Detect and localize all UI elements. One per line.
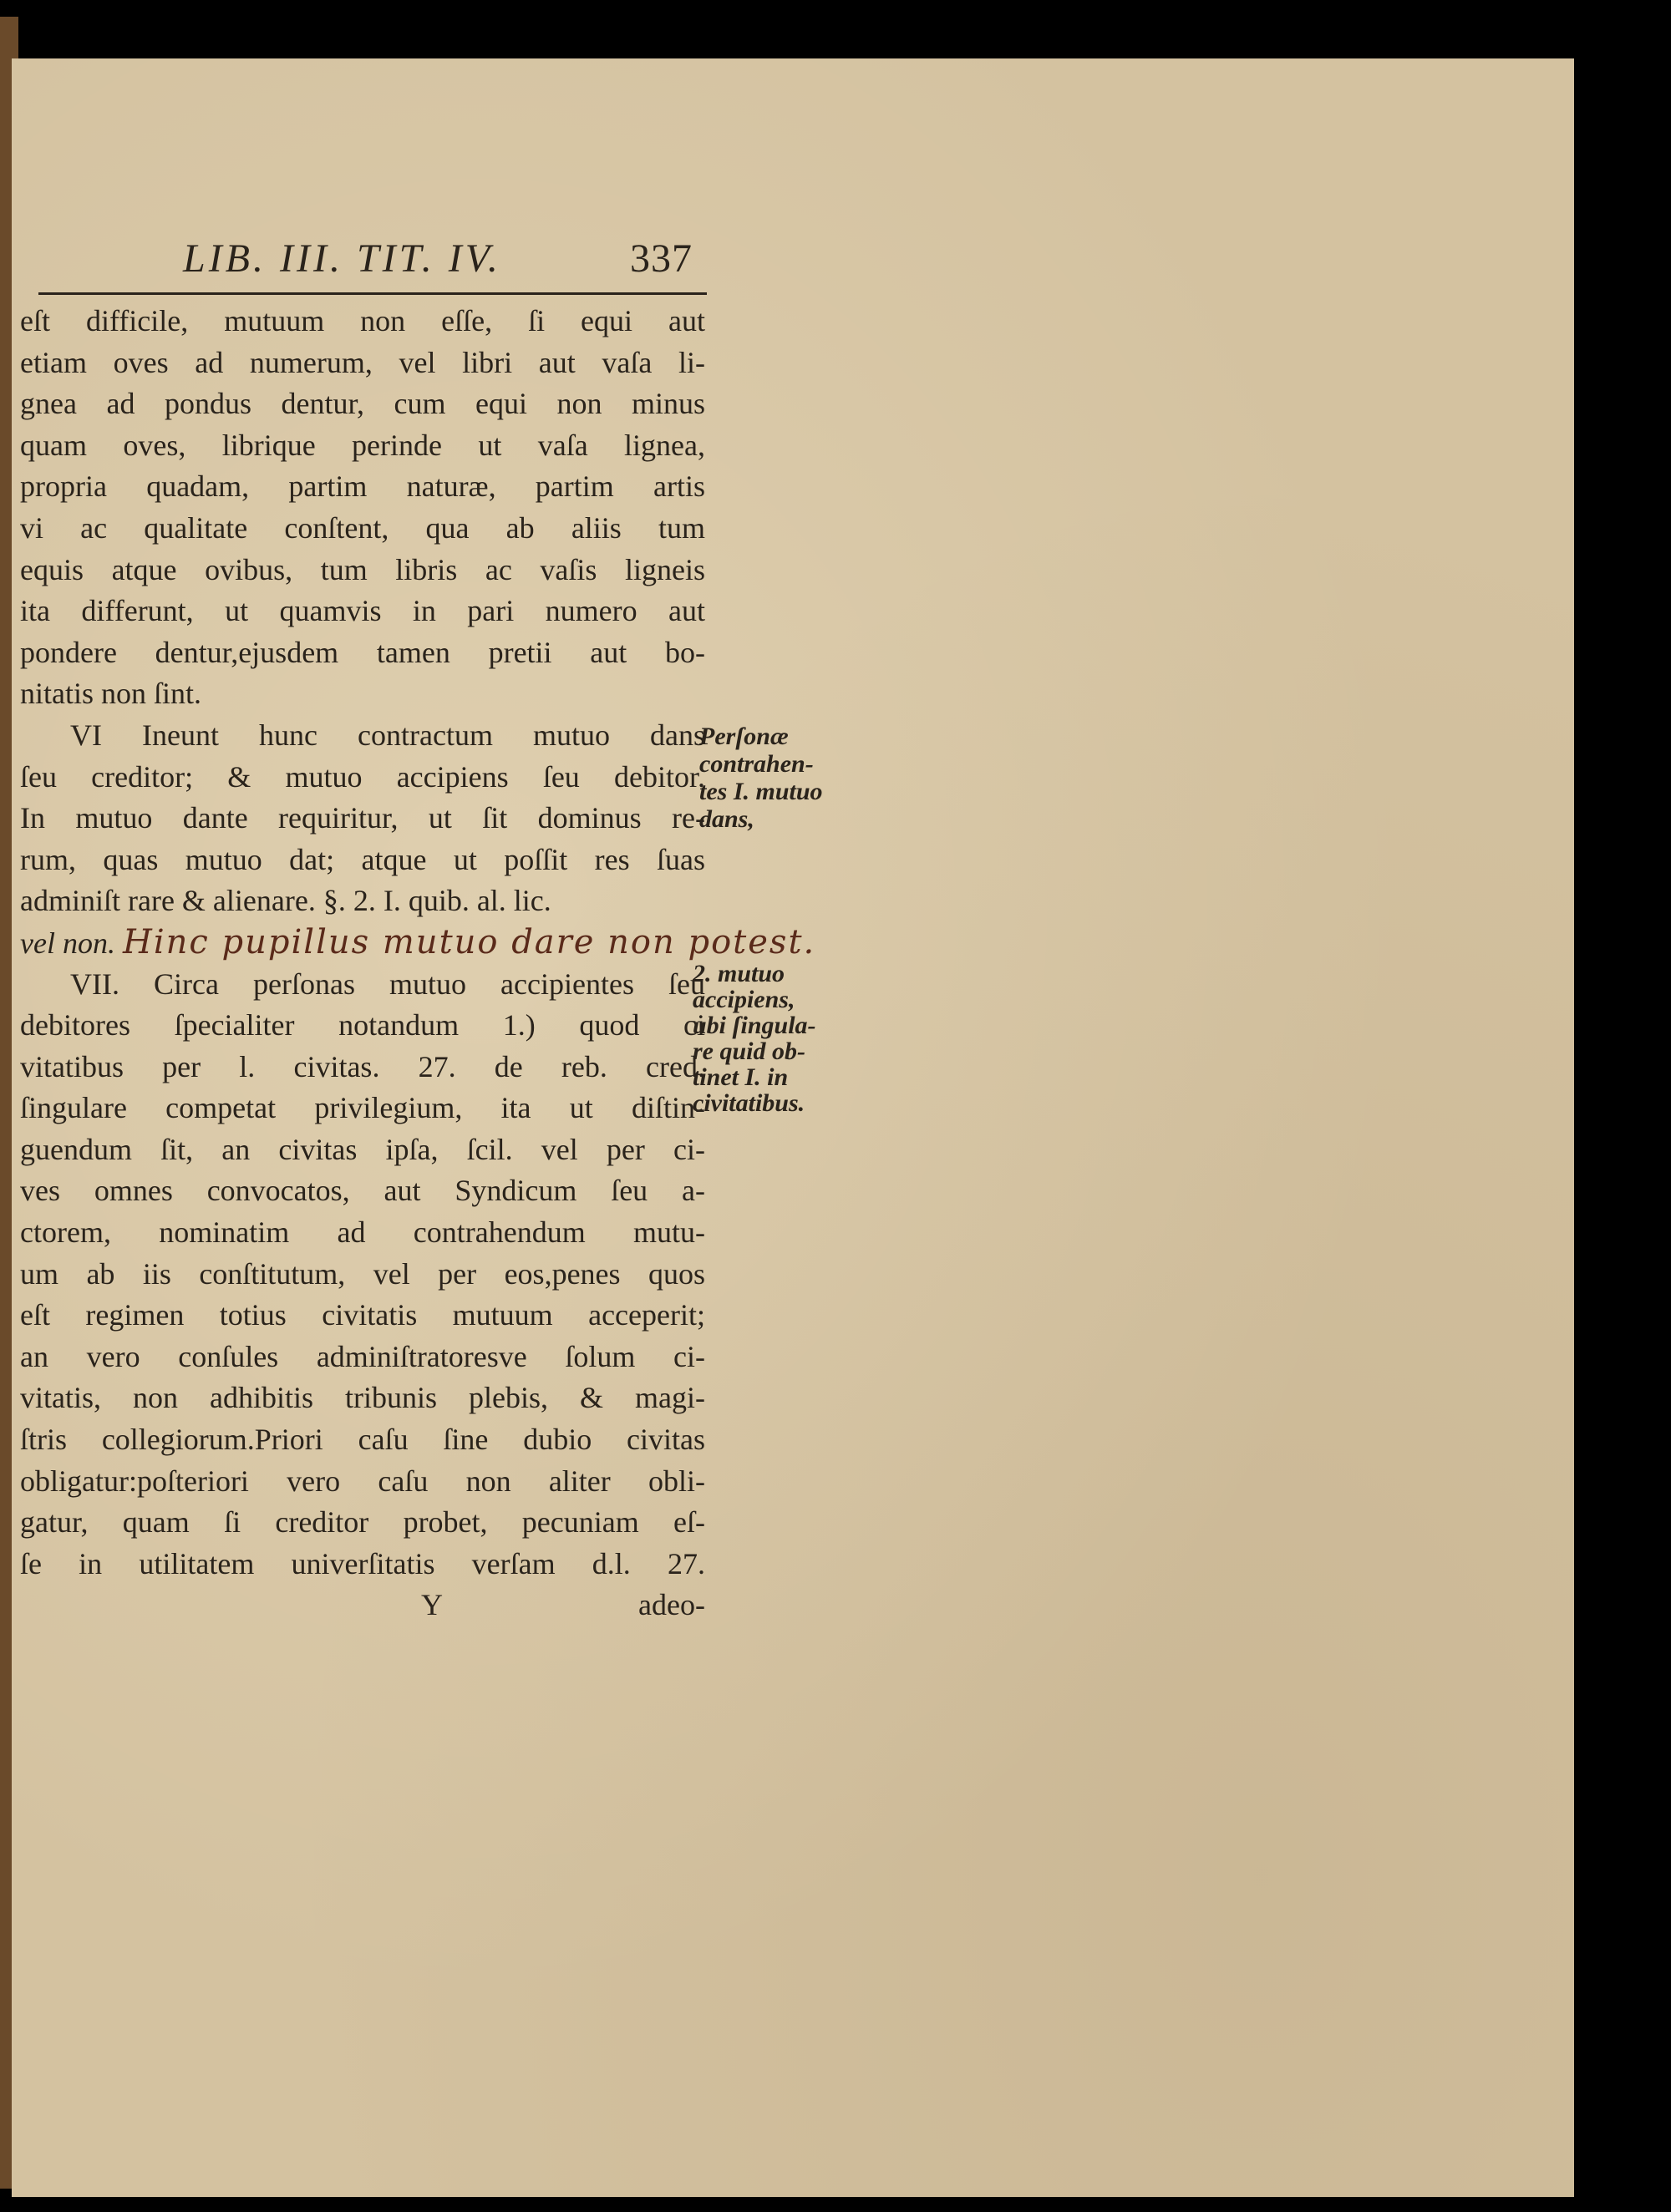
header-rule	[38, 292, 707, 295]
text-fragment: vel non.	[20, 926, 115, 960]
text-line: debitores ſpecialiter notandum 1.) quod ci	[20, 1008, 705, 1043]
marginal-line: re quid ob-	[693, 1038, 805, 1065]
text-line: eſt difficile, mutuum non eſſe, ſi equi aut	[20, 304, 705, 337]
text-line: ſtris collegiorum.Priori caſu ſine dubio civitas	[20, 1423, 705, 1457]
text-line: um ab iis conſtitutum, vel per eos,penes quos	[20, 1256, 705, 1291]
marginal-line: Perſonæ	[699, 723, 789, 750]
text-line: VI Ineunt hunc contractum mutuo dans	[70, 718, 705, 752]
marginal-line: accipiens,	[693, 986, 795, 1013]
handwritten-note: Hinc pupillus mutuo dare non potest.	[122, 922, 816, 961]
text-line: rum, quas mutuo dat; atque ut poſſit res ſuas	[20, 842, 705, 876]
marginal-line: tes I. mutuo	[699, 778, 823, 805]
marginal-line: dans,	[699, 805, 754, 833]
text-line	[20, 922, 816, 964]
marginal-line: tinet I. in	[693, 1063, 789, 1091]
text-line: ſeu creditor; & mutuo accipiens ſeu debitor.	[20, 759, 705, 794]
text-line: obligatur:poſteriori vero caſu non aliter obli-	[20, 1464, 705, 1498]
text-line: quam oves, librique perinde ut vaſa lignea,	[20, 428, 705, 462]
text-line: ctorem, nominatim ad contrahendum mutu-	[20, 1215, 705, 1250]
text-line: propria quadam, partim naturæ, partim artis	[20, 469, 705, 504]
text-line: equis atque ovibus, tum libris ac vaſis ligneis	[20, 552, 705, 586]
running-title: LIB. III. TIT. IV.	[183, 236, 501, 281]
text-line: vitatis, non adhibitis tribunis plebis, & magi-	[20, 1381, 705, 1415]
text-line: nitatis non ſint.	[20, 677, 202, 711]
text-line: etiam oves ad numerum, vel libri aut vaſa li-	[20, 345, 705, 379]
text-line: eſt regimen totius civitatis mutuum acceperit;	[20, 1298, 705, 1332]
text-line: ſingulare competat privilegium, ita ut diſtin-	[20, 1091, 705, 1125]
text-line: In mutuo dante requiritur, ut ſit dominus re-	[20, 801, 705, 835]
text-line: vitatibus per l. civitas. 27. de reb. cred.	[20, 1049, 705, 1083]
text-line: ves omnes convocatos, aut Syndicum ſeu a-	[20, 1174, 705, 1208]
text-line: pondere dentur,ejusdem tamen pretii aut bo-	[20, 635, 705, 669]
marginal-line: 2. mutuo	[693, 960, 785, 987]
marginal-note-persons	[699, 723, 823, 833]
book-page	[12, 58, 1574, 2197]
text-line: ita differunt, ut quamvis in pari numero aut	[20, 594, 705, 628]
text-line: VII. Circa perſonas mutuo accipientes ſeu	[70, 966, 705, 1001]
marginal-line: civitatibus.	[693, 1089, 805, 1117]
text-line: ſe in utilitatem univerſitatis verſam d.l. 27.	[20, 1546, 705, 1580]
text-line: an vero conſules adminiſtratoresve ſolum ci-	[20, 1339, 705, 1373]
text-line: guendum ſit, an civitas ipſa, ſcil. vel per ci-	[20, 1132, 705, 1166]
text-line: gatur, quam ſi creditor probet, pecuniam eſ-	[20, 1505, 705, 1540]
text-line: vi ac qualitate conſtent, qua ab aliis tum	[20, 510, 705, 545]
text-line: gnea ad pondus dentur, cum equi non minus	[20, 387, 705, 421]
marginal-line: contrahen-	[699, 750, 814, 778]
signature-mark: Y	[421, 1588, 443, 1622]
catchword: adeo-	[638, 1588, 705, 1622]
page-number: 337	[630, 236, 693, 281]
running-header	[183, 236, 701, 294]
marginal-note-borrowers	[693, 961, 816, 1116]
page-footer	[20, 1585, 705, 1626]
marginal-line: ubi ſingula-	[693, 1012, 816, 1039]
text-line: adminiſt rare & alienare. §. 2. I. quib. al. lic.	[20, 884, 551, 918]
